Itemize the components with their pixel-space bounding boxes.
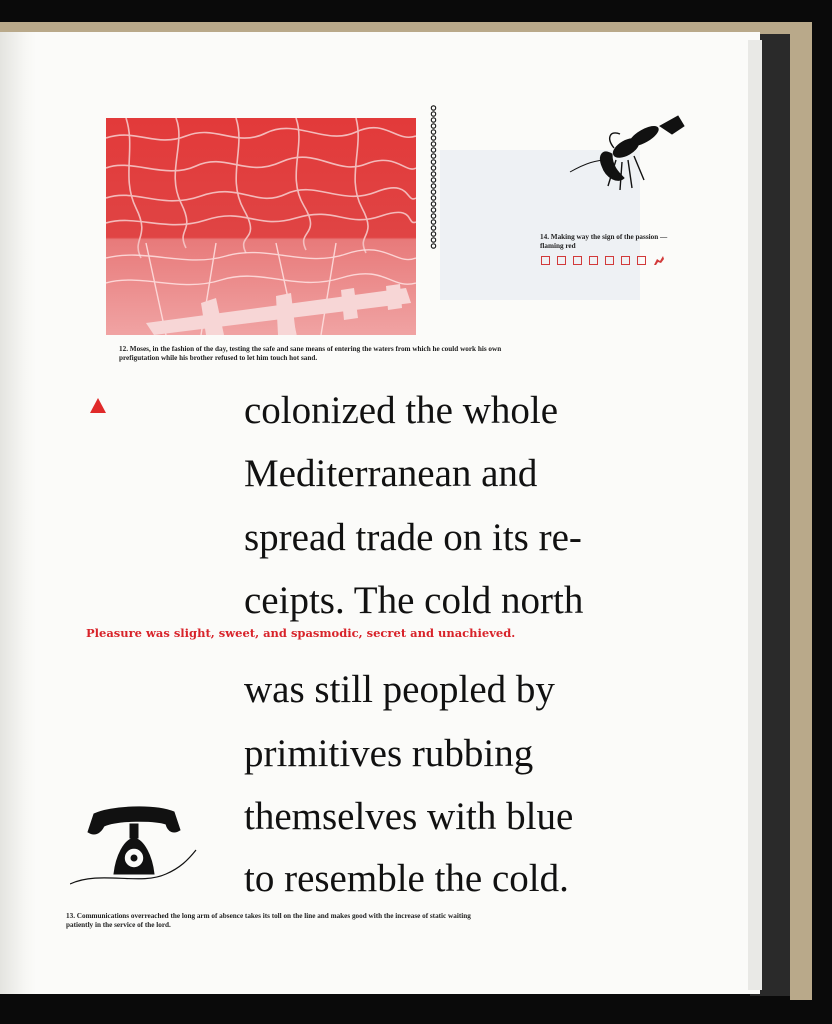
page-gutter: [0, 32, 36, 994]
body-line: to resemble the cold.: [244, 857, 569, 900]
square-icon: [541, 256, 550, 265]
square-icon: [589, 256, 598, 265]
body-line: was still peopled by: [244, 668, 555, 711]
square-icon: [573, 256, 582, 265]
square-icon: [557, 256, 566, 265]
body-line: colonized the whole: [244, 389, 559, 432]
page-edge: [748, 40, 762, 990]
body-line: spread trade on its re-: [244, 516, 582, 559]
dotted-rule: [430, 104, 437, 254]
body-line: primitives rubbing: [244, 732, 534, 775]
square-icon: [605, 256, 614, 265]
lobster-illustration: [568, 108, 688, 198]
body-line: themselves with blue: [244, 795, 574, 838]
red-water-photo: [106, 118, 416, 335]
caption-14: 14. Making way the sign of the passion —flaming red: [540, 233, 668, 250]
square-icon: [637, 256, 646, 265]
telephone-illustration: [70, 800, 205, 890]
pull-quote: Pleasure was slight, sweet, and spasmodic, secret and unachieved.: [86, 626, 516, 640]
book-board-edge: [790, 22, 812, 1000]
caption-13: 13. Communications overreached the long arm of absence takes its toll on the line and makes good with the increase of static waiting patiently in the service of the lord.: [66, 912, 471, 929]
caption-12: 12. Moses, in the fashion of the day, testing the safe and sane means of entering the waters from which he could work his own prefigutation while his brother refused to let him touch hot sand.: [119, 345, 502, 362]
outline-squares-icon: [541, 255, 665, 266]
body-line: Mediterranean and: [244, 452, 538, 495]
red-figure-icon: [653, 255, 665, 266]
square-icon: [621, 256, 630, 265]
red-triangle-icon: [90, 398, 106, 413]
body-line: ceipts. The cold north: [244, 579, 584, 622]
